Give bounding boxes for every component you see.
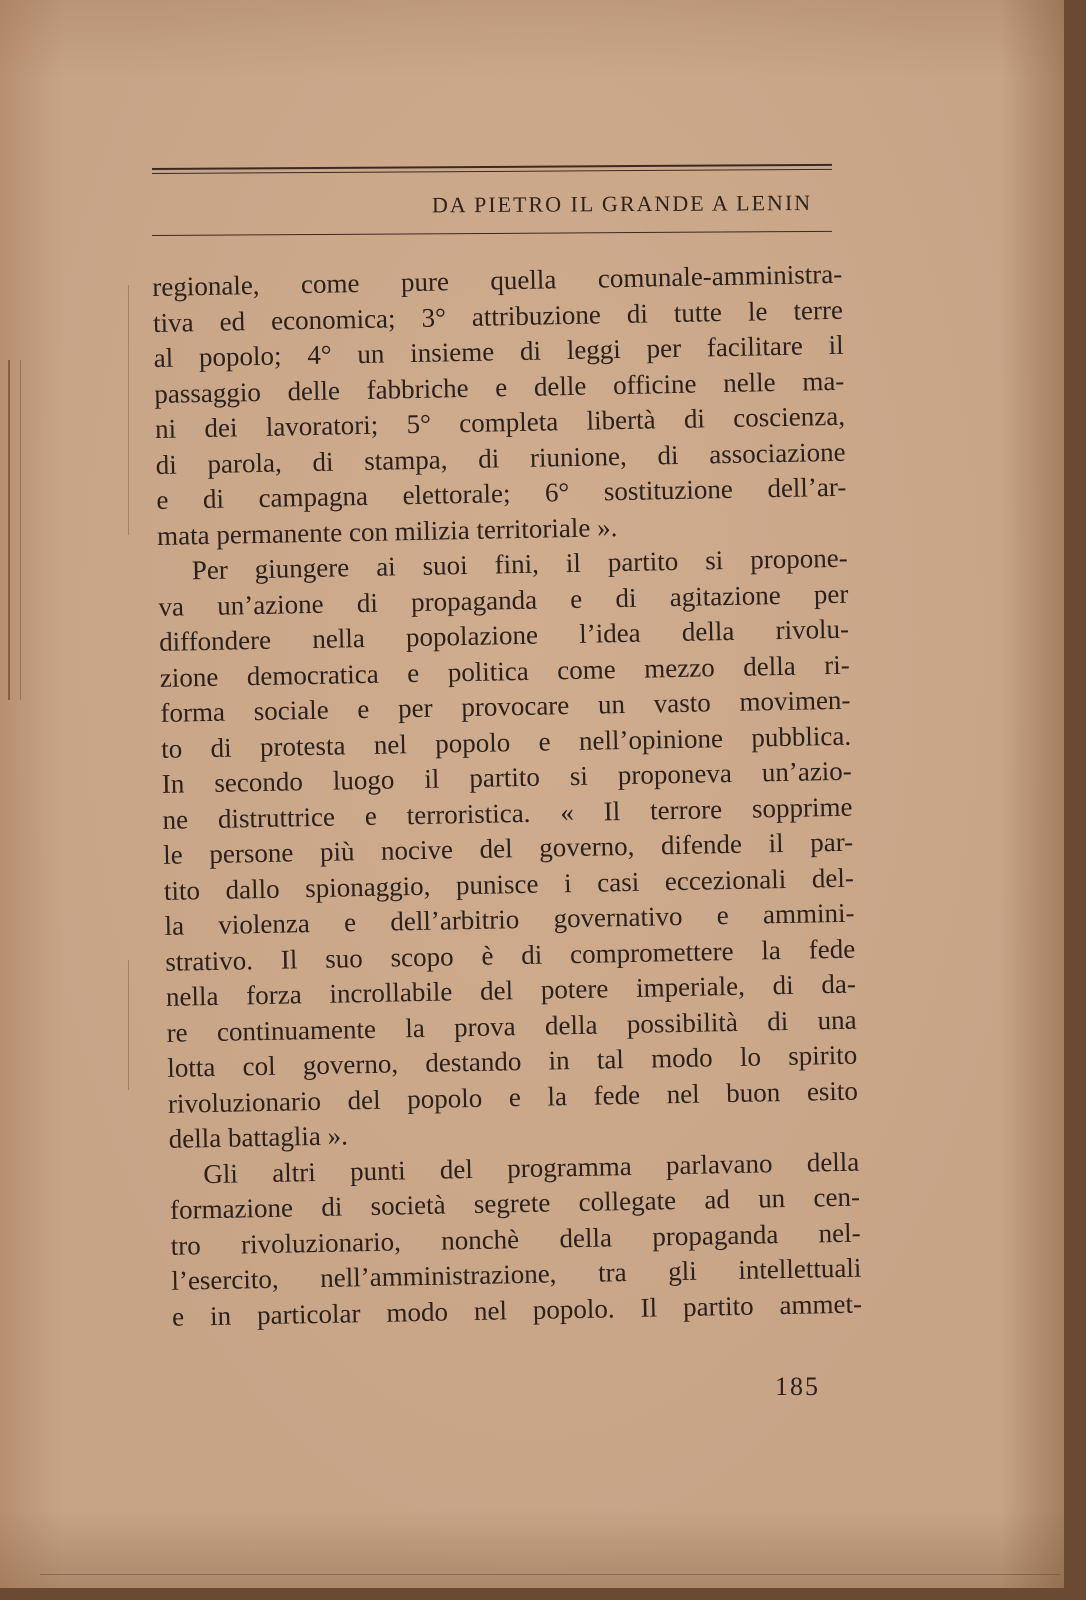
text-line: rivoluzionario del popolo e la fede nel buon esito: [167, 1075, 859, 1119]
page-number: 185: [775, 1372, 820, 1401]
text-line: di parola, di stampa, di riunione, di associazione: [155, 436, 846, 480]
text-line: zione democratica e politica come mezzo della ri-: [159, 649, 850, 693]
text-line: tito dallo spionaggio, punisce i casi eccezionali del-: [163, 862, 855, 906]
page-bottom-edge: [40, 1574, 1060, 1575]
text-line: to di protesta nel popolo e nell’opinione pubblica.: [160, 720, 852, 764]
text-line: al popolo; 4° un insieme di leggi per facilitare il: [153, 329, 844, 373]
text-line: e di campagna elettorale; 6° sostituzione dell’ar-: [156, 471, 847, 515]
text-line: re continuamente la prova della possibilità di una: [166, 1004, 857, 1048]
text-line: lotta col governo, destando in tal modo lo spirito: [167, 1039, 858, 1083]
text-line: Per giungere ai suoi fini, il partito si propone-: [191, 542, 848, 586]
text-line: formazione di società segrete collegate ad un cen-: [169, 1181, 861, 1225]
header-rule-bottom: [152, 231, 832, 236]
text-line: mata permanente con milizia territoriale ».: [156, 511, 618, 551]
text-line: In secondo luogo il partito si proponeva un’azio-: [161, 755, 853, 799]
text-line: tiva ed economica; 3° attribuzione di tutte le terre: [152, 294, 844, 338]
text-line: forma sociale e per provocare un vasto movimen-: [160, 684, 851, 728]
binding-edge: [8, 360, 21, 700]
running-head: DA PIETRO IL GRANDE A LENIN: [431, 190, 813, 218]
text-line: l’esercito, nell’amministrazione, tra gli intellettuali: [171, 1252, 862, 1296]
header-rule-top: [152, 164, 832, 174]
text-line: la violenza e dell’arbitrio governativo e ammini-: [164, 897, 855, 941]
body-text: [152, 257, 862, 1335]
text-line: ne distruttrice e terroristica. « Il terrore sopprime: [162, 791, 853, 835]
text-line: tro rivoluzionario, nonchè della propaganda nel-: [170, 1217, 861, 1261]
text-line: e in particolar modo nel popolo. Il partito ammet-: [171, 1288, 863, 1332]
text-line: della battaglia ».: [168, 1120, 349, 1154]
text-line: strativo. Il suo scopo è di compromettere la fede: [164, 933, 856, 977]
text-line: va un’azione di propaganda e di agitazione per: [158, 578, 849, 622]
margin-pencil-mark: [128, 285, 129, 535]
text-line: Gli altri punti del programma parlavano della: [203, 1146, 860, 1189]
text-line: ni dei lavoratori; 5° completa libertà di coscienza,: [154, 400, 846, 444]
text-line: regionale, come pure quella comunale-amministra-: [152, 258, 843, 302]
text-line: nella forza incrollabile del potere imperiale, di da-: [165, 968, 857, 1012]
margin-pencil-mark: [128, 960, 129, 1090]
text-line: passaggio delle fabbriche e delle officine nelle ma-: [154, 365, 845, 409]
text-line: diffondere nella popolazione l’idea della rivolu-: [158, 613, 850, 657]
text-line: le persone più nocive del governo, difende il par-: [162, 826, 854, 870]
